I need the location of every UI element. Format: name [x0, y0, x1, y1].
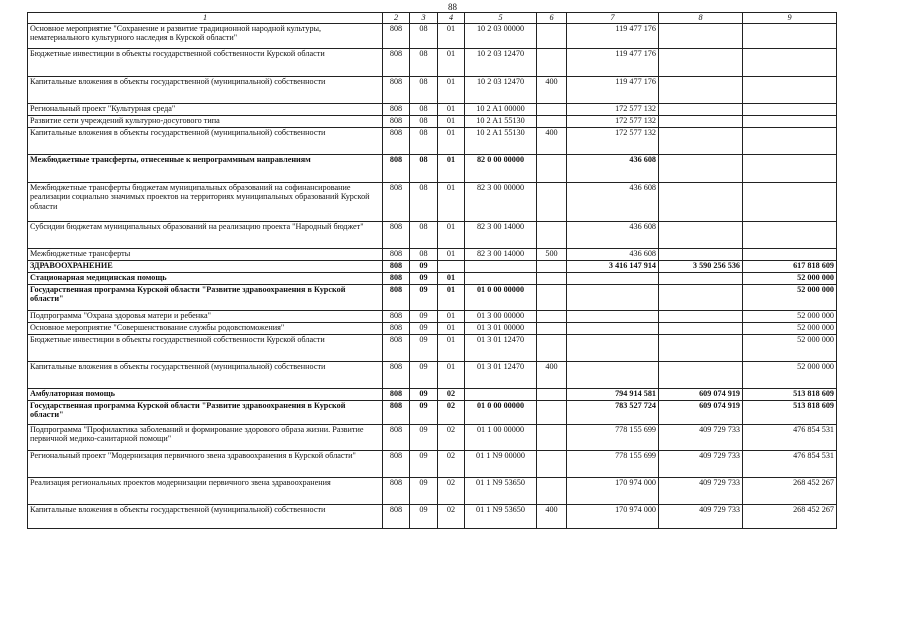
- row-name-cell: Бюджетные инвестиции в объекты государственной собственности Курской области: [28, 48, 383, 76]
- target-code-cell: 10 2 A1 00000: [465, 103, 537, 115]
- expense-type-cell: 400: [537, 361, 567, 388]
- table-row: [28, 424, 837, 450]
- column-header: 1: [28, 13, 383, 24]
- ministry-code-cell: 808: [383, 103, 410, 115]
- target-code-cell: 01 3 01 12470: [465, 361, 537, 388]
- row-name-cell: Межбюджетные трансферты, отнесенные к непрограммным направлениям: [28, 154, 383, 182]
- section-code-cell: 08: [410, 154, 438, 182]
- row-name-cell: Капитальные вложения в объекты государственной (муниципальной) собственности: [28, 361, 383, 388]
- subsection-code-cell: 01: [438, 182, 465, 221]
- subsection-code-cell: 02: [438, 400, 465, 424]
- table-row: [28, 310, 837, 322]
- row-name-cell: Стационарная медицинская помощь: [28, 272, 383, 284]
- amount-col8-cell: [659, 248, 743, 260]
- expense-type-cell: 500: [537, 248, 567, 260]
- subsection-code-cell: 01: [438, 127, 465, 154]
- amount-col7-cell: 778 155 699: [567, 424, 659, 450]
- section-code-cell: 09: [410, 260, 438, 272]
- ministry-code-cell: 808: [383, 310, 410, 322]
- amount-col7-cell: 436 608: [567, 221, 659, 248]
- expense-type-cell: [537, 48, 567, 76]
- section-code-cell: 08: [410, 115, 438, 127]
- table-row: [28, 272, 837, 284]
- row-name-cell: Региональный проект "Культурная среда": [28, 103, 383, 115]
- ministry-code-cell: 808: [383, 424, 410, 450]
- expense-type-cell: [537, 400, 567, 424]
- amount-col7-cell: 3 416 147 914: [567, 260, 659, 272]
- target-code-cell: 01 1 N9 53650: [465, 477, 537, 504]
- expense-type-cell: 400: [537, 127, 567, 154]
- expense-type-cell: 400: [537, 504, 567, 528]
- section-code-cell: 09: [410, 424, 438, 450]
- column-header: 4: [438, 13, 465, 24]
- row-name-cell: Основное мероприятие "Сохранение и развитие традиционной народной культуры, нематериального культурного наследия в Курской области": [28, 23, 383, 48]
- row-name-cell: Бюджетные инвестиции в объекты государственной собственности Курской области: [28, 334, 383, 361]
- expense-type-cell: [537, 103, 567, 115]
- ministry-code-cell: 808: [383, 400, 410, 424]
- amount-col7-cell: [567, 322, 659, 334]
- expense-type-cell: [537, 334, 567, 361]
- subsection-code-cell: 01: [438, 154, 465, 182]
- amount-col7-cell: 119 477 176: [567, 76, 659, 103]
- amount-col9-cell: [743, 48, 837, 76]
- table-body: [28, 23, 837, 528]
- page-number: 88: [448, 2, 457, 12]
- subsection-code-cell: 01: [438, 334, 465, 361]
- amount-col8-cell: [659, 115, 743, 127]
- row-name-cell: Капитальные вложения в объекты государственной (муниципальной) собственности: [28, 127, 383, 154]
- section-code-cell: 09: [410, 334, 438, 361]
- amount-col9-cell: 617 818 609: [743, 260, 837, 272]
- amount-col9-cell: [743, 115, 837, 127]
- table-row: [28, 450, 837, 477]
- column-header: 3: [410, 13, 438, 24]
- ministry-code-cell: 808: [383, 450, 410, 477]
- section-code-cell: 09: [410, 450, 438, 477]
- row-name-cell: Подпрограмма "Профилактика заболеваний и формирование здорового образа жизни. Развитие первичной медико-санитарной помощи": [28, 424, 383, 450]
- table-row: [28, 23, 837, 48]
- amount-col9-cell: 476 854 531: [743, 450, 837, 477]
- section-code-cell: 09: [410, 504, 438, 528]
- subsection-code-cell: 01: [438, 248, 465, 260]
- column-header: 6: [537, 13, 567, 24]
- amount-col9-cell: 268 452 267: [743, 477, 837, 504]
- subsection-code-cell: 02: [438, 477, 465, 504]
- ministry-code-cell: 808: [383, 182, 410, 221]
- subsection-code-cell: 01: [438, 361, 465, 388]
- subsection-code-cell: 02: [438, 424, 465, 450]
- row-name-cell: ЗДРАВООХРАНЕНИЕ: [28, 260, 383, 272]
- table-row: [28, 284, 837, 310]
- column-header: 8: [659, 13, 743, 24]
- row-name-cell: Основное мероприятие "Совершенствование службы родовспоможения": [28, 322, 383, 334]
- row-name-cell: Развитие сети учреждений культурно-досугового типа: [28, 115, 383, 127]
- amount-col8-cell: [659, 127, 743, 154]
- column-header: 5: [465, 13, 537, 24]
- table-row: [28, 103, 837, 115]
- amount-col8-cell: [659, 182, 743, 221]
- section-code-cell: 09: [410, 284, 438, 310]
- target-code-cell: [465, 388, 537, 400]
- subsection-code-cell: 02: [438, 450, 465, 477]
- ministry-code-cell: 808: [383, 322, 410, 334]
- amount-col8-cell: 3 590 256 536: [659, 260, 743, 272]
- amount-col8-cell: 609 074 919: [659, 400, 743, 424]
- section-code-cell: 09: [410, 477, 438, 504]
- target-code-cell: 01 1 N9 00000: [465, 450, 537, 477]
- amount-col7-cell: 170 974 000: [567, 504, 659, 528]
- amount-col7-cell: 794 914 581: [567, 388, 659, 400]
- expense-type-cell: [537, 221, 567, 248]
- expense-type-cell: [537, 424, 567, 450]
- table-row: [28, 115, 837, 127]
- subsection-code-cell: 01: [438, 115, 465, 127]
- expense-type-cell: [537, 182, 567, 221]
- amount-col9-cell: [743, 103, 837, 115]
- section-code-cell: 08: [410, 76, 438, 103]
- amount-col9-cell: 52 000 000: [743, 334, 837, 361]
- amount-col8-cell: [659, 103, 743, 115]
- ministry-code-cell: 808: [383, 154, 410, 182]
- amount-col7-cell: 119 477 176: [567, 23, 659, 48]
- ministry-code-cell: 808: [383, 248, 410, 260]
- table-row: [28, 221, 837, 248]
- amount-col9-cell: 52 000 000: [743, 361, 837, 388]
- target-code-cell: 10 2 A1 55130: [465, 127, 537, 154]
- target-code-cell: 82 3 00 00000: [465, 182, 537, 221]
- amount-col7-cell: 172 577 132: [567, 127, 659, 154]
- target-code-cell: 10 2 03 12470: [465, 48, 537, 76]
- amount-col7-cell: [567, 284, 659, 310]
- row-name-cell: Государственная программа Курской области "Развитие здравоохранения в Курской области": [28, 284, 383, 310]
- amount-col7-cell: [567, 310, 659, 322]
- table-row: [28, 127, 837, 154]
- amount-col9-cell: 513 818 609: [743, 388, 837, 400]
- ministry-code-cell: 808: [383, 272, 410, 284]
- row-name-cell: Капитальные вложения в объекты государственной (муниципальной) собственности: [28, 504, 383, 528]
- amount-col9-cell: [743, 23, 837, 48]
- subsection-code-cell: 01: [438, 322, 465, 334]
- table-row: [28, 400, 837, 424]
- table-row: [28, 76, 837, 103]
- ministry-code-cell: 808: [383, 477, 410, 504]
- amount-col9-cell: [743, 154, 837, 182]
- column-header-row: [28, 13, 837, 24]
- amount-col9-cell: 52 000 000: [743, 272, 837, 284]
- target-code-cell: 01 0 00 00000: [465, 400, 537, 424]
- amount-col8-cell: [659, 272, 743, 284]
- section-code-cell: 09: [410, 361, 438, 388]
- amount-col9-cell: [743, 182, 837, 221]
- target-code-cell: [465, 272, 537, 284]
- subsection-code-cell: 01: [438, 310, 465, 322]
- section-code-cell: 09: [410, 322, 438, 334]
- amount-col8-cell: [659, 76, 743, 103]
- expense-type-cell: [537, 388, 567, 400]
- table-row: [28, 388, 837, 400]
- amount-col8-cell: [659, 48, 743, 76]
- table-row: [28, 361, 837, 388]
- target-code-cell: 10 2 03 00000: [465, 23, 537, 48]
- row-name-cell: Капитальные вложения в объекты государственной (муниципальной) собственности: [28, 76, 383, 103]
- amount-col7-cell: 119 477 176: [567, 48, 659, 76]
- section-code-cell: 08: [410, 103, 438, 115]
- subsection-code-cell: 01: [438, 221, 465, 248]
- table-row: [28, 182, 837, 221]
- amount-col9-cell: [743, 76, 837, 103]
- amount-col8-cell: [659, 361, 743, 388]
- subsection-code-cell: 02: [438, 388, 465, 400]
- target-code-cell: 10 2 A1 55130: [465, 115, 537, 127]
- target-code-cell: [465, 260, 537, 272]
- target-code-cell: 01 1 N9 53650: [465, 504, 537, 528]
- amount-col7-cell: [567, 272, 659, 284]
- ministry-code-cell: 808: [383, 504, 410, 528]
- amount-col9-cell: 268 452 267: [743, 504, 837, 528]
- column-header: 7: [567, 13, 659, 24]
- table-row: [28, 504, 837, 528]
- amount-col8-cell: 409 729 733: [659, 424, 743, 450]
- column-header: 9: [743, 13, 837, 24]
- table-row: [28, 477, 837, 504]
- amount-col8-cell: [659, 154, 743, 182]
- amount-col9-cell: 476 854 531: [743, 424, 837, 450]
- target-code-cell: 82 3 00 14000: [465, 248, 537, 260]
- amount-col7-cell: 436 608: [567, 182, 659, 221]
- expense-type-cell: [537, 477, 567, 504]
- ministry-code-cell: 808: [383, 334, 410, 361]
- expense-type-cell: [537, 115, 567, 127]
- amount-col8-cell: [659, 284, 743, 310]
- ministry-code-cell: 808: [383, 388, 410, 400]
- amount-col9-cell: [743, 127, 837, 154]
- expense-type-cell: [537, 154, 567, 182]
- section-code-cell: 08: [410, 127, 438, 154]
- amount-col9-cell: 52 000 000: [743, 284, 837, 310]
- target-code-cell: 01 1 00 00000: [465, 424, 537, 450]
- amount-col9-cell: [743, 248, 837, 260]
- amount-col7-cell: 172 577 132: [567, 115, 659, 127]
- budget-table: [27, 12, 837, 529]
- row-name-cell: Субсидии бюджетам муниципальных образований на реализацию проекта "Народный бюджет": [28, 221, 383, 248]
- ministry-code-cell: 808: [383, 23, 410, 48]
- amount-col7-cell: 170 974 000: [567, 477, 659, 504]
- table-row: [28, 260, 837, 272]
- amount-col8-cell: 409 729 733: [659, 450, 743, 477]
- amount-col9-cell: 52 000 000: [743, 310, 837, 322]
- subsection-code-cell: 01: [438, 23, 465, 48]
- target-code-cell: 82 3 00 14000: [465, 221, 537, 248]
- section-code-cell: 09: [410, 400, 438, 424]
- table-row: [28, 154, 837, 182]
- amount-col8-cell: 609 074 919: [659, 388, 743, 400]
- amount-col9-cell: [743, 221, 837, 248]
- table-row: [28, 48, 837, 76]
- expense-type-cell: [537, 23, 567, 48]
- row-name-cell: Межбюджетные трансферты бюджетам муниципальных образований на софинансирование реализации социально значимых проектов на территориях муниципальных образований Курской области: [28, 182, 383, 221]
- row-name-cell: Подпрограмма "Охрана здоровья матери и ребенка": [28, 310, 383, 322]
- target-code-cell: 01 0 00 00000: [465, 284, 537, 310]
- column-header: 2: [383, 13, 410, 24]
- target-code-cell: 01 3 01 00000: [465, 322, 537, 334]
- section-code-cell: 09: [410, 310, 438, 322]
- expense-type-cell: [537, 322, 567, 334]
- section-code-cell: 08: [410, 248, 438, 260]
- ministry-code-cell: 808: [383, 260, 410, 272]
- amount-col7-cell: [567, 361, 659, 388]
- amount-col7-cell: 172 577 132: [567, 103, 659, 115]
- amount-col7-cell: 783 527 724: [567, 400, 659, 424]
- amount-col8-cell: 409 729 733: [659, 504, 743, 528]
- amount-col8-cell: 409 729 733: [659, 477, 743, 504]
- amount-col7-cell: 778 155 699: [567, 450, 659, 477]
- row-name-cell: Амбулаторная помощь: [28, 388, 383, 400]
- amount-col7-cell: 436 608: [567, 154, 659, 182]
- row-name-cell: Реализация региональных проектов модернизации первичного звена здравоохранения: [28, 477, 383, 504]
- ministry-code-cell: 808: [383, 115, 410, 127]
- table-row: [28, 322, 837, 334]
- ministry-code-cell: 808: [383, 48, 410, 76]
- expense-type-cell: [537, 310, 567, 322]
- subsection-code-cell: 02: [438, 504, 465, 528]
- expense-type-cell: [537, 284, 567, 310]
- subsection-code-cell: 01: [438, 48, 465, 76]
- target-code-cell: 10 2 03 12470: [465, 76, 537, 103]
- amount-col8-cell: [659, 310, 743, 322]
- expense-type-cell: [537, 272, 567, 284]
- amount-col8-cell: [659, 322, 743, 334]
- ministry-code-cell: 808: [383, 221, 410, 248]
- subsection-code-cell: 01: [438, 103, 465, 115]
- ministry-code-cell: 808: [383, 76, 410, 103]
- amount-col9-cell: 52 000 000: [743, 322, 837, 334]
- amount-col7-cell: [567, 334, 659, 361]
- amount-col9-cell: 513 818 609: [743, 400, 837, 424]
- subsection-code-cell: 01: [438, 284, 465, 310]
- section-code-cell: 08: [410, 23, 438, 48]
- amount-col8-cell: [659, 23, 743, 48]
- ministry-code-cell: 808: [383, 284, 410, 310]
- amount-col7-cell: 436 608: [567, 248, 659, 260]
- amount-col8-cell: [659, 221, 743, 248]
- target-code-cell: 82 0 00 00000: [465, 154, 537, 182]
- row-name-cell: Государственная программа Курской области "Развитие здравоохранения в Курской области": [28, 400, 383, 424]
- expense-type-cell: [537, 450, 567, 477]
- section-code-cell: 08: [410, 48, 438, 76]
- expense-type-cell: 400: [537, 76, 567, 103]
- ministry-code-cell: 808: [383, 361, 410, 388]
- subsection-code-cell: 01: [438, 272, 465, 284]
- subsection-code-cell: 01: [438, 76, 465, 103]
- section-code-cell: 08: [410, 182, 438, 221]
- expense-type-cell: [537, 260, 567, 272]
- row-name-cell: Межбюджетные трансферты: [28, 248, 383, 260]
- target-code-cell: 01 3 01 12470: [465, 334, 537, 361]
- row-name-cell: Региональный проект "Модернизация первичного звена здравоохранения в Курской области": [28, 450, 383, 477]
- subsection-code-cell: [438, 260, 465, 272]
- amount-col8-cell: [659, 334, 743, 361]
- table-row: [28, 334, 837, 361]
- section-code-cell: 09: [410, 272, 438, 284]
- section-code-cell: 09: [410, 388, 438, 400]
- target-code-cell: 01 3 00 00000: [465, 310, 537, 322]
- table-row: [28, 248, 837, 260]
- section-code-cell: 08: [410, 221, 438, 248]
- ministry-code-cell: 808: [383, 127, 410, 154]
